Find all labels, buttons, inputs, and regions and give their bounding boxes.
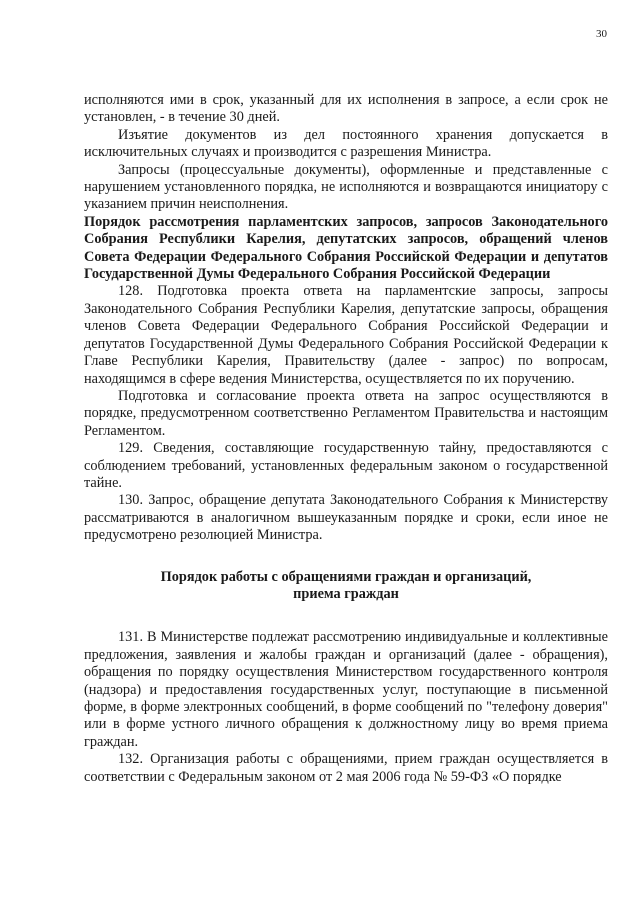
section-heading-parliamentary-requests: Порядок рассмотрения парламентских запросов, запросов Законодательного Собрания Республики Карелия, депутатских запросов, обращений членов Совета Федерации Федерального Собрания Российской Федерации и депутатов Государственной Думы Федерального Собрания Российской Федерации [84,213,608,283]
section-heading-citizen-appeals [84,569,608,604]
section-heading-line-1: Порядок работы с обращениями граждан и организаций, [160,568,532,585]
paragraph-requests-returned: Запросы (процессуальные документы), оформленные и представленные с нарушением установленного порядка, не исполняются и возвращаются инициатору с указанием причин неисполнения. [84,161,608,213]
paragraph-128-approval: Подготовка и согласование проекта ответа на запрос осуществляются в порядке, предусмотренном соответственно Регламентом Правительства и настоящим Регламентом. [84,387,608,439]
paragraph-131: 131. В Министерстве подлежат рассмотрению индивидуальные и коллективные предложения, заявления и жалобы граждан и организаций (далее - обращения), обращения по порядку осуществления Министерством государственного контроля (надзора) и предоставления государственных услуг, поступающие в письменной форме, в форме электронных сообщений, в форме сообщений по "телефону доверия" или в форме устного личного обращения к должностному лицу во время приема граждан. [84,629,608,750]
paragraph-document-withdrawal: Изъятие документов из дел постоянного хранения допускается в исключительных случаях и производится с разрешения Министра. [84,126,608,161]
paragraph-132: 132. Организация работы с обращениями, прием граждан осуществляется в соответствии с Федеральным законом от 2 мая 2006 года № 59-ФЗ «О порядке [84,751,608,785]
paragraph-130: 130. Запрос, обращение депутата Законодательного Собрания к Министерству рассматриваются в аналогичном вышеуказанным порядке и сроки, если иное не предусмотрено резолюцией Министра. [84,492,608,544]
paragraph-128: 128. Подготовка проекта ответа на парламентские запросы, запросы Законодательного Собрания Республики Карелия, депутатские запросы, обращения членов Совета Федерации Федерального Собрания Российской Федерации и депутатов Государственной Думы Федерального Собрания Российской Федерации к Главе Республики Карелия, Правительству (далее - запрос) по вопросам, находящимся в сфере ведения Министерства, осуществляется по их поручению. [84,283,608,387]
section-heading-line-2: приема граждан [293,585,399,602]
paragraph-continuation: исполняются ими в срок, указанный для их исполнения в запросе, а если срок не установлен, - в течение 30 дней. [84,92,608,126]
page-number: 30 [596,28,607,40]
document-body [84,92,608,786]
paragraph-129: 129. Сведения, составляющие государственную тайну, предоставляются с соблюдением требований, установленных федеральным законом о государственной тайне. [84,440,608,491]
